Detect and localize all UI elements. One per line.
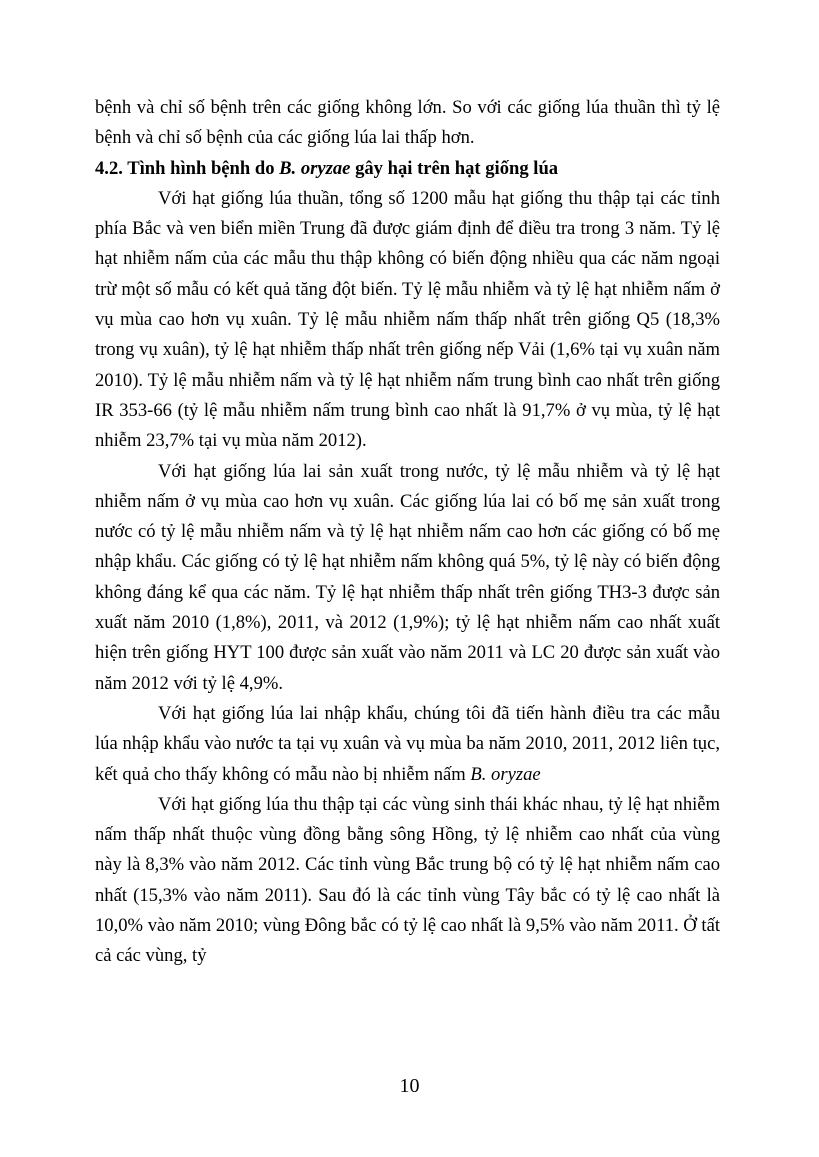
imported-species-name: B. oryzae bbox=[470, 763, 541, 785]
imported-paragraph-text: Với hạt giống lúa lai nhập khẩu, chúng tôi đã tiến hành điều tra các mẫu lúa nhập khẩu vào nước ta tại vụ xuân và vụ mùa ba năm 2010, 2011, 2012 liên tục, kết quả cho thấy không có mẫu nào bị nhiễm nấm bbox=[95, 702, 720, 785]
heading-number-text: 4.2. Tình hình bệnh do bbox=[95, 157, 280, 179]
page-number: 10 bbox=[399, 1075, 420, 1097]
paragraph-imported-hybrid bbox=[95, 699, 720, 790]
heading-rest-text: gây hại trên hạt giống lúa bbox=[350, 157, 559, 179]
section-heading bbox=[95, 154, 720, 184]
body-text bbox=[95, 93, 720, 972]
paragraph-ecological-regions: Với hạt giống lúa thu thập tại các vùng sinh thái khác nhau, tỷ lệ hạt nhiễm nấm thấp nhất thuộc vùng đồng bằng sông Hồng, tỷ lệ nhiễm cao nhất của vùng này là 8,3% vào năm 2012. Các tỉnh vùng Bắc trung bộ có tỷ lệ hạt nhiễm nấm cao nhất (15,3% vào năm 2011). Sau đó là các tỉnh vùng Tây bắc có tỷ lệ cao nhất là 10,0% vào năm 2010; vùng Đông bắc có tỷ lệ cao nhất là 9,5% vào năm 2011. Ở tất cả các vùng, tỷ bbox=[95, 793, 720, 967]
paragraph-pure-rice: Với hạt giống lúa thuần, tổng số 1200 mẫu hạt giống thu thập tại các tỉnh phía Bắc và ven biển miền Trung đã được giám định để điều tra trong 3 năm. Tỷ lệ hạt nhiễm nấm của các mẫu thu thập không có biến động nhiều qua các năm ngoại trừ một số mẫu có kết quả tăng đột biến. Tỷ lệ mẫu nhiễm và tỷ lệ hạt nhiễm nấm ở vụ mùa cao hơn vụ xuân. Tỷ lệ mẫu nhiễm nấm thấp nhất trên giống Q5 (18,3% trong vụ xuân), tỷ lệ hạt nhiễm thấp nhất trên giống nếp Vải (1,6% tại vụ xuân năm 2010). Tỷ lệ mẫu nhiễm nấm và tỷ lệ hạt nhiễm nấm trung bình cao nhất trên giống IR 353-66 (tỷ lệ mẫu nhiễm nấm trung bình cao nhất là 91,7% ở vụ mùa, tỷ lệ hạt nhiễm 23,7% tại vụ mùa năm 2012). bbox=[95, 187, 720, 452]
paragraph-domestic-hybrid: Với hạt giống lúa lai sản xuất trong nước, tỷ lệ mẫu nhiễm và tỷ lệ hạt nhiễm nấm ở vụ mùa cao hơn vụ xuân. Các giống lúa lai có bố mẹ sản xuất trong nước có tỷ lệ mẫu nhiễm nấm và tỷ lệ hạt nhiễm nấm cao hơn các giống có bố mẹ nhập khẩu. Các giống có tỷ lệ hạt nhiễm nấm không quá 5%, tỷ lệ này có biến động không đáng kể qua các năm. Tỷ lệ hạt nhiễm thấp nhất trên giống TH3-3 được sản xuất năm 2010 (1,8%), 2011, và 2012 (1,9%); tỷ lệ hạt nhiễm nấm cao nhất xuất hiện trên giống HYT 100 được sản xuất vào năm 2011 và LC 20 được sản xuất vào năm 2012 với tỷ lệ 4,9%. bbox=[95, 460, 720, 694]
paragraph-continuation: bệnh và chỉ số bệnh trên các giống không lớn. So với các giống lúa thuần thì tỷ lệ bệnh và chỉ số bệnh của các giống lúa lai thấp hơn. bbox=[95, 97, 720, 149]
heading-species-name: B. oryzae bbox=[279, 157, 351, 179]
